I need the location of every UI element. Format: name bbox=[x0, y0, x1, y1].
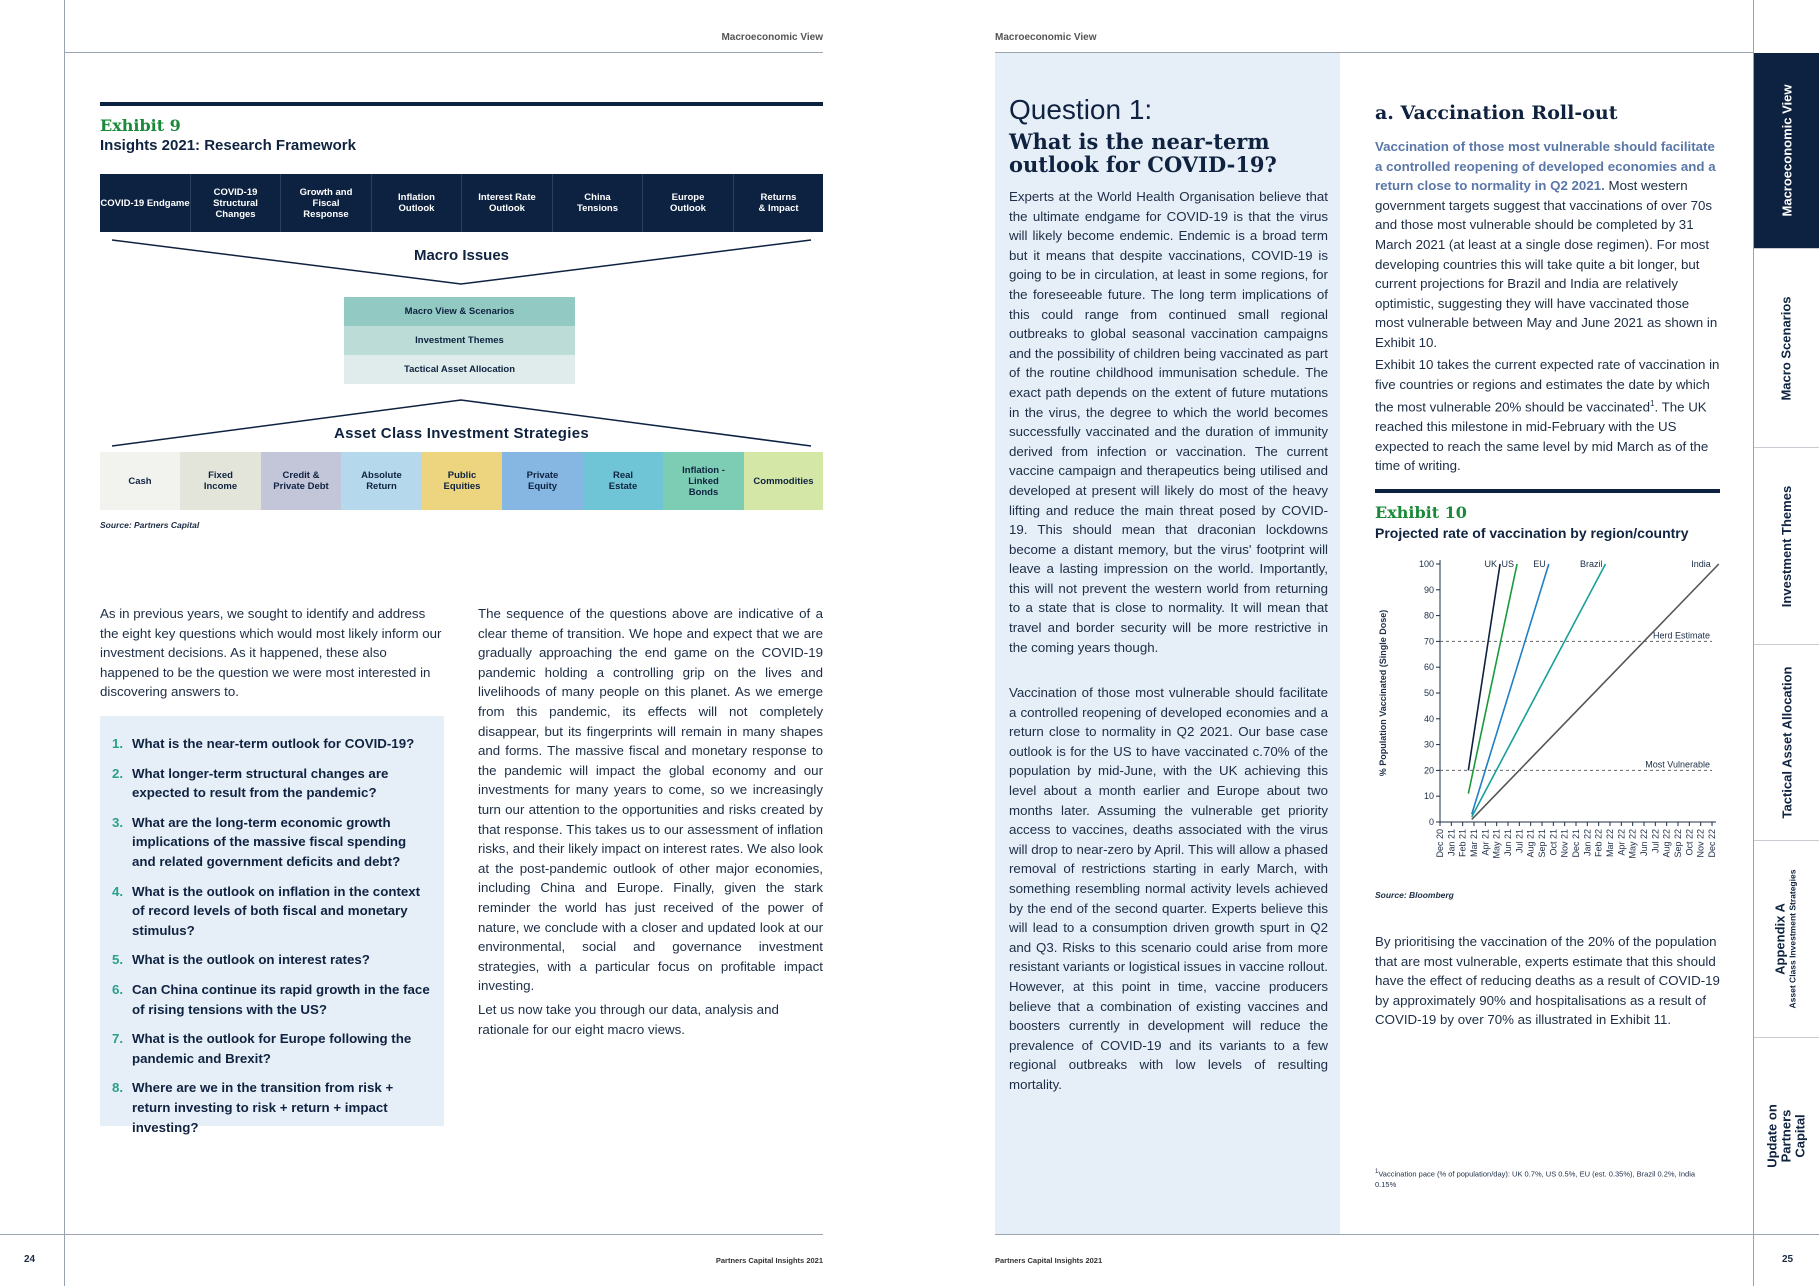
question-text: Can China continue its rapid growth in the face of rising tensions with the US? bbox=[132, 981, 430, 1017]
question-text: What is the outlook on inflation in the context of record levels of both fiscal and monetary stimulus? bbox=[132, 883, 421, 938]
y-axis-label: % Population Vaccinated (Single Dose) bbox=[1378, 609, 1388, 777]
questions-panel bbox=[100, 716, 444, 1135]
x-tick-label: Sep 22 bbox=[1673, 829, 1683, 858]
footnote-number: 1 bbox=[1375, 1169, 1379, 1175]
tab-update-partners-capital-label: Update on Partners Capital bbox=[1764, 1104, 1808, 1168]
stack-tactical-allocation: Tactical Asset Allocation bbox=[344, 355, 575, 384]
exhibit-10-intro bbox=[1375, 355, 1720, 476]
question-text: Where are we in the transition from risk + return investing to risk + return + impact investing? bbox=[132, 1080, 394, 1135]
question-item bbox=[112, 734, 432, 754]
question-1-title: What is the near-term outlook for COVID-19? bbox=[1009, 129, 1277, 177]
y-tick-label: 50 bbox=[1423, 688, 1434, 698]
vaccination-paragraph-body: Most western government targets suggest that vaccinations of over 70s and those most vulnerable should be completed by 31 March 2021 (at least at a single dose regimen). For most developing countries this will take quite a bit longer, but current projections for Brazil and India are relatively optimistic, suggesting they will have vaccinated those most vulnerable between May and June 2021 as shown in Exhibit 10. bbox=[1375, 178, 1718, 350]
x-tick-label: May 21 bbox=[1491, 829, 1502, 859]
question-1-paragraph-2: Vaccination of those most vulnerable should facilitate a controlled reopening of developed economies and a return close to normality in Q2 2021. Our base case outlook is for the US to have vaccinated c.70% of the population by mid-June, with the UK achieving this level about a month earlier and Europe about two months later. Assuming the vulnerable get priority access to vaccines, deaths associated with the virus will drop to near-zero by April. This will allow a phased removal of restrictions starting in early March, with something resembling normal activity levels achieved by the end of the second quarter. Experts believe this will lead to a consumption driven growth spurt in Q2 and Q3. Risks to this scenario could arise from more resistant variants or logistical issues in vaccine rollout. However, at this point in time, vaccine producers believe that a combination of existing vaccines and boosters currently in development will reduce the prevalence of COVID-19 and its variants to a few regional outbreaks with low levels of resulting mortality. bbox=[1009, 685, 1328, 1092]
series-label: UK bbox=[1484, 559, 1498, 569]
x-tick-label: Dec 20 bbox=[1435, 829, 1445, 858]
y-tick-label: 40 bbox=[1423, 713, 1434, 724]
tab-update-partners-capital[interactable] bbox=[1754, 1037, 1819, 1234]
tab-appendix-a-subtitle: Asset Class Investment Strategies bbox=[1787, 869, 1798, 1009]
question-item bbox=[112, 1078, 432, 1137]
x-tick-label: Jan 22 bbox=[1582, 829, 1593, 857]
left-page-header: Macroeconomic View bbox=[721, 32, 823, 43]
footnote-text: Vaccination pace (% of population/day): UK 0.7%, US 0.5%, EU (est. 0.35%), Brazil 0.2%, India 0.15% bbox=[1375, 1169, 1696, 1189]
vaccination-paragraph bbox=[1375, 137, 1720, 353]
question-text: What is the outlook for Europe following the pandemic and Brexit? bbox=[132, 1031, 412, 1066]
macro-topic: Europe Outlook bbox=[643, 174, 734, 232]
x-tick-label: Aug 21 bbox=[1525, 829, 1536, 858]
exhibit-10-intro-a: Exhibit 10 takes the current expected rate of vaccination in five countries or regions and estimates the date by which the most vulnerable 20% should be vaccinated bbox=[1375, 357, 1720, 415]
x-tick-label: Jun 22 bbox=[1639, 829, 1649, 857]
tab-macro-scenarios-label: Macro Scenarios bbox=[1779, 295, 1795, 401]
asset-class: Cash bbox=[100, 452, 180, 510]
x-tick-label: Nov 21 bbox=[1559, 829, 1570, 858]
footnote-marker: 1 bbox=[1649, 399, 1655, 409]
x-tick-label: Apr 21 bbox=[1480, 829, 1491, 856]
question-text: What are the long-term economic growth implications of the massive fiscal spending and related government deficits and debt? bbox=[132, 814, 407, 869]
tab-tactical-asset-allocation-label: Tactical Asset Allocation bbox=[1779, 666, 1795, 819]
question-number: 5. bbox=[112, 952, 124, 968]
macro-topic: COVID-19 Endgame bbox=[100, 174, 191, 232]
stack-investment-themes: Investment Themes bbox=[344, 326, 575, 355]
questions-list bbox=[112, 734, 432, 1137]
x-tick-label: Apr 22 bbox=[1616, 829, 1627, 856]
tab-investment-themes[interactable] bbox=[1754, 447, 1819, 644]
macro-topic: Returns & Impact bbox=[734, 174, 823, 232]
exhibit-10-intro-b: . The UK reached this milestone in mid-February with the US expected to reach the same level by mid March as of the time of writing. bbox=[1375, 399, 1709, 474]
question-item bbox=[112, 980, 432, 1019]
left-page-margin-line bbox=[64, 0, 65, 1286]
closing-paragraph-right: By prioritising the vaccination of the 20% of the population that are most vulnerable, experts estimate that this should have the effect of reducing deaths as a result of COVID-19 by approximately 90% and hospitalisations as a result of COVID-19 by over 70% as illustrated in Exhibit 11. bbox=[1375, 934, 1720, 1028]
series-line bbox=[1472, 564, 1549, 814]
macro-topic: China Tensions bbox=[553, 174, 643, 232]
y-tick-label: 60 bbox=[1423, 662, 1434, 673]
x-tick-label: Feb 21 bbox=[1457, 829, 1468, 858]
asset-class: Public Equities bbox=[422, 452, 502, 510]
y-tick-label: 20 bbox=[1423, 765, 1434, 776]
asset-class: Credit & Private Debt bbox=[261, 452, 341, 510]
x-tick-label: Dec 21 bbox=[1571, 829, 1581, 858]
reference-line-label: Herd Estimate bbox=[1652, 630, 1710, 641]
tab-macroeconomic-view-label: Macroeconomic View bbox=[1779, 84, 1795, 217]
question-number: 7. bbox=[112, 1031, 124, 1047]
left-footer-rule bbox=[0, 1234, 823, 1235]
x-tick-label: May 22 bbox=[1627, 829, 1638, 859]
exhibit-10-source: Source: Bloomberg bbox=[1375, 890, 1454, 900]
asset-strategies-label: Asset Class Investment Strategies bbox=[333, 425, 589, 442]
question-number: 4. bbox=[112, 883, 124, 899]
question-1-paragraph-1: Experts at the World Health Organisation believe that the ultimate endgame for COVID-19 is that the virus will likely become endemic. Endemic is a broad term but it means that despite vaccinations, COVID-19 is going to be in circulation, at least in some regions, for the foreseeable future. The long term implications of this could range from continued small regional outbreaks to global seasonal vaccination campaigns and the possibility of children being vaccinated as part of the routine childhood immunisation schedule. The exact path depends on the extent of future mutations in the virus, the degree to which the world becomes successfully vaccinated and the duration of immunity derived from infection or vaccination. The current vaccine campaign and therapeutics being utilised and developed at present will likely do most of the heavy lifting and reduce the main threat posed by COVID-19. This should mean that draconian lockdowns become a distant memory, but the virus' footprint will leave a lasting impression on the world. Importantly, this will not prevent the western world from returning to a state that is close to normality. It will mean that travel and border security will be more restrictive in the coming years though. bbox=[1009, 189, 1328, 655]
question-text: What longer-term structural changes are expected to result from the pandemic? bbox=[132, 765, 389, 801]
exhibit-10-title: Projected rate of vaccination by region/country bbox=[1375, 525, 1689, 541]
question-item bbox=[112, 813, 432, 872]
y-tick-label: 80 bbox=[1423, 610, 1434, 621]
question-item bbox=[112, 1029, 432, 1068]
x-tick-label: Jan 21 bbox=[1446, 829, 1457, 857]
right-footer-text: Partners Capital Insights 2021 bbox=[995, 1256, 1103, 1265]
exhibit-9-source: Source: Partners Capital bbox=[100, 520, 200, 530]
tab-appendix-a[interactable] bbox=[1754, 840, 1819, 1037]
x-tick-label: Jul 22 bbox=[1650, 829, 1661, 854]
vaccination-chart bbox=[1370, 550, 1722, 870]
left-page-number: 24 bbox=[24, 1254, 36, 1265]
tab-macro-scenarios[interactable] bbox=[1754, 248, 1819, 447]
question-number: 6. bbox=[112, 981, 124, 997]
exhibit-9-title: Insights 2021: Research Framework bbox=[100, 137, 356, 154]
exhibit-10-label: Exhibit 10 bbox=[1375, 503, 1467, 522]
asset-class: Absolute Return bbox=[341, 452, 422, 510]
intro-paragraph: As in previous years, we sought to identify and address the eight key questions which would most likely inform our investment decisions. As it happened, these also happened to be the question we were most interested in discovering answers to. bbox=[100, 606, 442, 700]
question-item bbox=[112, 764, 432, 803]
right-footer-rule bbox=[995, 1234, 1819, 1235]
tab-macroeconomic-view[interactable] bbox=[1754, 53, 1819, 248]
series-label: Brazil bbox=[1579, 559, 1603, 569]
asset-class: Fixed Income bbox=[180, 452, 261, 510]
macro-topic: Inflation Outlook bbox=[372, 174, 462, 232]
x-tick-label: Aug 22 bbox=[1661, 829, 1672, 858]
tab-appendix-a-title: Appendix A bbox=[1772, 903, 1788, 975]
macro-topic: Growth and Fiscal Response bbox=[281, 174, 372, 232]
y-tick-label: 90 bbox=[1423, 584, 1434, 595]
series-line bbox=[1468, 564, 1517, 794]
y-tick-label: 30 bbox=[1423, 739, 1434, 750]
y-tick-label: 100 bbox=[1418, 559, 1434, 569]
asset-class: Real Estate bbox=[583, 452, 663, 510]
footnote bbox=[1375, 1167, 1705, 1190]
y-tick-label: 0 bbox=[1428, 817, 1434, 827]
exhibit-9-label: Exhibit 9 bbox=[100, 116, 181, 135]
macro-topic: COVID-19 Structural Changes bbox=[191, 174, 281, 232]
x-tick-label: Mar 21 bbox=[1469, 829, 1479, 858]
exhibit-10-rule bbox=[1375, 489, 1720, 493]
x-tick-label: Nov 22 bbox=[1695, 829, 1706, 858]
asset-class: Inflation -Linked Bonds bbox=[663, 452, 744, 510]
tab-investment-themes-label: Investment Themes bbox=[1779, 485, 1794, 607]
closing-paragraph-left: Let us now take you through our data, analysis and rationale for our eight macro views. bbox=[478, 1002, 779, 1037]
left-header-rule bbox=[64, 52, 823, 53]
question-number: 2. bbox=[112, 765, 124, 781]
series-line bbox=[1472, 564, 1606, 817]
question-number: 8. bbox=[112, 1080, 124, 1096]
exhibit-9-rule bbox=[100, 102, 823, 106]
question-item bbox=[112, 882, 432, 941]
x-tick-label: Jul 21 bbox=[1514, 829, 1525, 854]
x-tick-label: Jun 21 bbox=[1503, 829, 1513, 857]
left-footer-text: Partners Capital Insights 2021 bbox=[715, 1256, 823, 1265]
asset-class: Private Equity bbox=[502, 452, 583, 510]
reference-line-label: Most Vulnerable bbox=[1645, 759, 1710, 770]
macro-issues-label: Macro Issues bbox=[413, 247, 510, 264]
asset-class: Commodities bbox=[744, 452, 823, 510]
right-page-header: Macroeconomic View bbox=[995, 32, 1097, 43]
series-label: EU bbox=[1533, 559, 1546, 569]
question-item bbox=[112, 950, 432, 970]
right-page-number: 25 bbox=[1782, 1254, 1794, 1265]
series-label: India bbox=[1691, 559, 1711, 569]
highlight-text: Vaccination of those most vulnerable should facilitate a controlled reopening of developed economies and a return close to normality in Q2 2021. bbox=[1375, 139, 1716, 194]
question-1-label: Question 1: bbox=[1009, 94, 1153, 125]
y-tick-label: 10 bbox=[1423, 791, 1434, 802]
question-number: 1. bbox=[112, 736, 124, 751]
x-tick-label: Mar 22 bbox=[1605, 829, 1615, 858]
section-title: a. Vaccination Roll-out bbox=[1375, 102, 1618, 124]
series-label: US bbox=[1501, 559, 1515, 569]
question-number: 3. bbox=[112, 814, 124, 830]
x-tick-label: Dec 22 bbox=[1707, 829, 1717, 858]
x-tick-label: Oct 21 bbox=[1548, 829, 1559, 856]
tab-tactical-asset-allocation[interactable] bbox=[1754, 644, 1819, 840]
x-tick-label: Sep 21 bbox=[1537, 829, 1547, 858]
question-text: What is the outlook on interest rates? bbox=[132, 952, 370, 968]
transition-paragraph: The sequence of the questions above are indicative of a clear theme of transition. We hope and expect that we are gradually approaching the end game on the COVID-19 pandemic holding a controlling grip on the lives and livelihoods of many people on this planet. As we emerge from this pandemic, its effects will not completely disappear, but its fingerprints will remain in many shapes and forms. The massive fiscal and monetary response to the pandemic will impact the global economy and our investments for many years to come, so we increasingly turn our attention to the opportunities and risks created by that response. This takes us to our assessment of inflation risks, and their likely impact on interest rates. We also look at the post-pandemic outlook of other major economies, including China and Europe. Finally, given the stark reminder the world has just received of the power of nature, we conclude with a closer and updated look at our environmental, social and governance investment strategies, with a particular focus on profitable impact investing. bbox=[478, 606, 823, 994]
macro-topic: Interest Rate Outlook bbox=[462, 174, 553, 232]
x-tick-label: Oct 22 bbox=[1684, 829, 1695, 856]
stack-macro-view: Macro View & Scenarios bbox=[344, 297, 575, 326]
tab-appendix-a-label bbox=[1774, 870, 1800, 1009]
question-text: What is the near-term outlook for COVID-19? bbox=[132, 736, 415, 751]
y-tick-label: 70 bbox=[1423, 636, 1434, 647]
x-tick-label: Feb 22 bbox=[1593, 829, 1604, 858]
